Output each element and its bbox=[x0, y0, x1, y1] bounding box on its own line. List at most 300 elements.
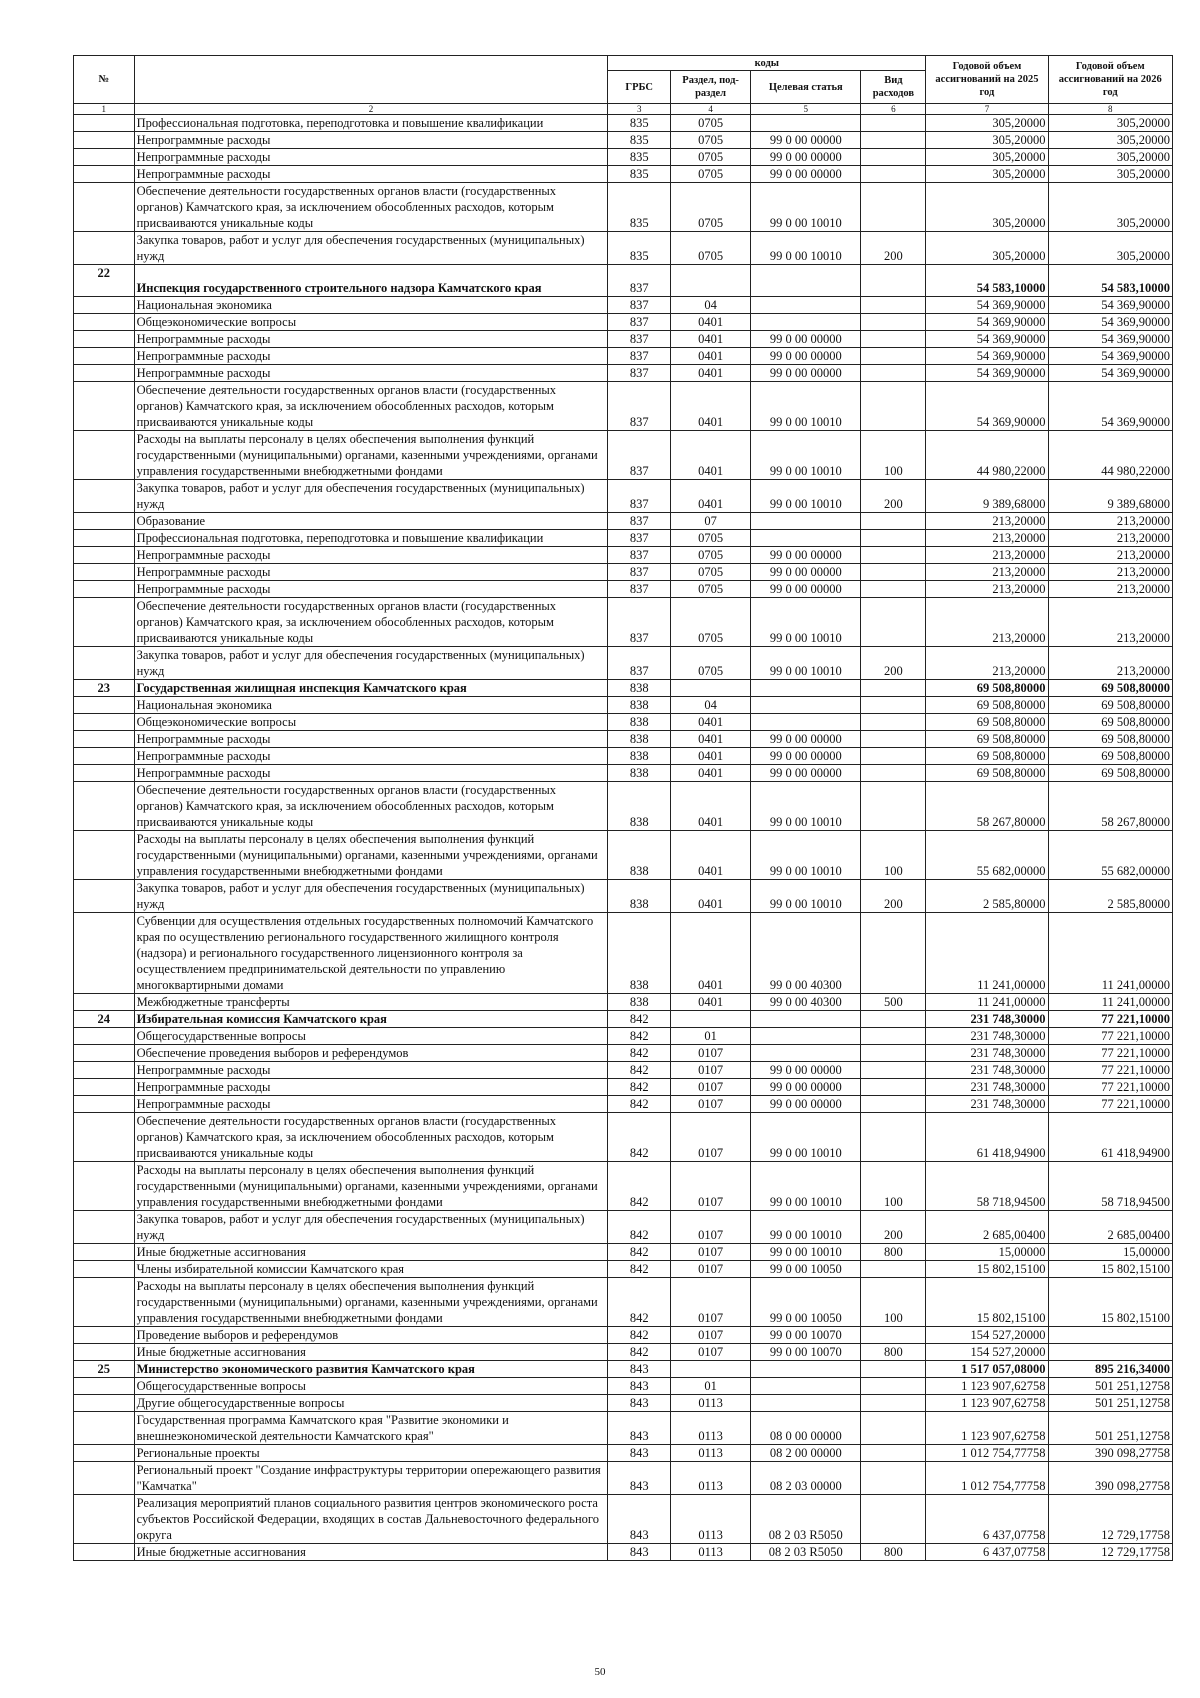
row-number bbox=[74, 1445, 135, 1462]
table-row bbox=[74, 365, 1173, 382]
row-amount-2025: 69 508,80000 bbox=[926, 748, 1048, 765]
row-amount-2026: 305,20000 bbox=[1048, 166, 1172, 183]
colnum: 4 bbox=[671, 104, 751, 115]
row-amount-2025: 6 437,07758 bbox=[926, 1495, 1048, 1544]
table-row bbox=[74, 1327, 1173, 1344]
row-amount-2025: 54 369,90000 bbox=[926, 331, 1048, 348]
row-grbs: 837 bbox=[608, 365, 671, 382]
table-row bbox=[74, 1378, 1173, 1395]
row-number: 24 bbox=[74, 1011, 135, 1028]
row-grbs: 838 bbox=[608, 994, 671, 1011]
row-number bbox=[74, 1544, 135, 1561]
row-section: 04 bbox=[671, 697, 751, 714]
row-name: Непрограммные расходы bbox=[134, 564, 608, 581]
row-amount-2026: 44 980,22000 bbox=[1048, 431, 1172, 480]
row-target: 99 0 00 10070 bbox=[751, 1327, 861, 1344]
table-row bbox=[74, 183, 1173, 232]
header-num: № bbox=[74, 56, 135, 104]
table-row bbox=[74, 1462, 1173, 1495]
table-row bbox=[74, 115, 1173, 132]
row-amount-2025: 213,20000 bbox=[926, 513, 1048, 530]
row-vid bbox=[861, 530, 926, 547]
row-amount-2025: 69 508,80000 bbox=[926, 714, 1048, 731]
row-amount-2025: 1 123 907,62758 bbox=[926, 1395, 1048, 1412]
row-vid bbox=[861, 115, 926, 132]
row-number bbox=[74, 149, 135, 166]
row-vid: 200 bbox=[861, 232, 926, 265]
row-grbs: 842 bbox=[608, 1327, 671, 1344]
row-amount-2026: 69 508,80000 bbox=[1048, 731, 1172, 748]
row-vid bbox=[861, 331, 926, 348]
table-row bbox=[74, 1045, 1173, 1062]
row-name: Образование bbox=[134, 513, 608, 530]
table-row bbox=[74, 1261, 1173, 1278]
row-name: Профессиональная подготовка, переподготовка и повышение квалификации bbox=[134, 115, 608, 132]
row-section bbox=[671, 1011, 751, 1028]
table-row bbox=[74, 297, 1173, 314]
row-vid bbox=[861, 149, 926, 166]
row-section: 0705 bbox=[671, 581, 751, 598]
row-grbs: 837 bbox=[608, 513, 671, 530]
row-name: Иные бюджетные ассигнования bbox=[134, 1344, 608, 1361]
row-vid: 200 bbox=[861, 480, 926, 513]
table-row bbox=[74, 913, 1173, 994]
row-name: Непрограммные расходы bbox=[134, 331, 608, 348]
row-amount-2026: 2 585,80000 bbox=[1048, 880, 1172, 913]
row-target: 99 0 00 10010 bbox=[751, 880, 861, 913]
budget-table-sheet bbox=[73, 55, 1173, 1561]
row-number bbox=[74, 1261, 135, 1278]
row-grbs: 835 bbox=[608, 149, 671, 166]
row-amount-2026: 15 802,15100 bbox=[1048, 1261, 1172, 1278]
table-row bbox=[74, 831, 1173, 880]
row-amount-2026: 12 729,17758 bbox=[1048, 1495, 1172, 1544]
row-target: 99 0 00 00000 bbox=[751, 348, 861, 365]
row-name: Непрограммные расходы bbox=[134, 1079, 608, 1096]
table-row bbox=[74, 647, 1173, 680]
row-grbs: 838 bbox=[608, 680, 671, 697]
row-grbs: 842 bbox=[608, 1278, 671, 1327]
row-vid bbox=[861, 1261, 926, 1278]
row-section: 0705 bbox=[671, 115, 751, 132]
row-section: 0401 bbox=[671, 365, 751, 382]
row-number bbox=[74, 1412, 135, 1445]
row-amount-2026: 9 389,68000 bbox=[1048, 480, 1172, 513]
row-name: Непрограммные расходы bbox=[134, 1096, 608, 1113]
row-vid: 200 bbox=[861, 647, 926, 680]
table-row bbox=[74, 149, 1173, 166]
row-number bbox=[74, 166, 135, 183]
row-target bbox=[751, 513, 861, 530]
row-amount-2025: 231 748,30000 bbox=[926, 1096, 1048, 1113]
row-amount-2025: 231 748,30000 bbox=[926, 1028, 1048, 1045]
row-amount-2026: 69 508,80000 bbox=[1048, 680, 1172, 697]
row-grbs: 838 bbox=[608, 782, 671, 831]
row-section: 0705 bbox=[671, 647, 751, 680]
row-vid: 100 bbox=[861, 1278, 926, 1327]
row-amount-2026 bbox=[1048, 1344, 1172, 1361]
table-row bbox=[74, 1361, 1173, 1378]
budget-table bbox=[73, 55, 1173, 1561]
row-number bbox=[74, 748, 135, 765]
row-target bbox=[751, 314, 861, 331]
row-target: 99 0 00 10010 bbox=[751, 1211, 861, 1244]
row-name: Закупка товаров, работ и услуг для обеспечения государственных (муниципальных) нужд bbox=[134, 1211, 608, 1244]
row-amount-2025: 44 980,22000 bbox=[926, 431, 1048, 480]
row-number bbox=[74, 994, 135, 1011]
row-grbs: 843 bbox=[608, 1462, 671, 1495]
row-target: 99 0 00 00000 bbox=[751, 1096, 861, 1113]
row-number bbox=[74, 382, 135, 431]
row-name: Государственная программа Камчатского края "Развитие экономики и внешнеэкономической деятельности Камчатского края" bbox=[134, 1412, 608, 1445]
row-section: 07 bbox=[671, 513, 751, 530]
row-number bbox=[74, 880, 135, 913]
row-number bbox=[74, 1395, 135, 1412]
row-section: 0401 bbox=[671, 765, 751, 782]
row-number: 23 bbox=[74, 680, 135, 697]
row-vid bbox=[861, 513, 926, 530]
table-row bbox=[74, 348, 1173, 365]
row-grbs: 842 bbox=[608, 1028, 671, 1045]
row-amount-2025: 305,20000 bbox=[926, 183, 1048, 232]
row-name: Межбюджетные трансферты bbox=[134, 994, 608, 1011]
row-section: 01 bbox=[671, 1378, 751, 1395]
row-grbs: 843 bbox=[608, 1378, 671, 1395]
row-amount-2026: 501 251,12758 bbox=[1048, 1378, 1172, 1395]
row-amount-2026: 77 221,10000 bbox=[1048, 1079, 1172, 1096]
row-grbs: 837 bbox=[608, 581, 671, 598]
colnum: 8 bbox=[1048, 104, 1172, 115]
row-vid: 800 bbox=[861, 1544, 926, 1561]
row-amount-2025: 213,20000 bbox=[926, 530, 1048, 547]
table-row bbox=[74, 564, 1173, 581]
row-section: 0401 bbox=[671, 880, 751, 913]
row-vid bbox=[861, 1062, 926, 1079]
row-vid: 100 bbox=[861, 1162, 926, 1211]
row-amount-2026: 305,20000 bbox=[1048, 149, 1172, 166]
table-row bbox=[74, 581, 1173, 598]
row-vid bbox=[861, 297, 926, 314]
header-2026: Годовой объем ассигнований на 2026 год bbox=[1048, 56, 1172, 104]
row-name: Обеспечение деятельности государственных органов власти (государственных органов) Камчатского края, за исключением обособленных расходов, которым присваиваются уникальные коды bbox=[134, 782, 608, 831]
table-row bbox=[74, 382, 1173, 431]
row-vid bbox=[861, 1028, 926, 1045]
row-section: 0401 bbox=[671, 831, 751, 880]
row-amount-2025: 154 527,20000 bbox=[926, 1327, 1048, 1344]
row-vid: 200 bbox=[861, 880, 926, 913]
row-amount-2026: 11 241,00000 bbox=[1048, 913, 1172, 994]
row-target bbox=[751, 1395, 861, 1412]
row-grbs: 835 bbox=[608, 132, 671, 149]
row-amount-2025: 54 369,90000 bbox=[926, 382, 1048, 431]
row-number bbox=[74, 831, 135, 880]
row-number bbox=[74, 1096, 135, 1113]
table-row bbox=[74, 765, 1173, 782]
table-row bbox=[74, 166, 1173, 183]
table-row bbox=[74, 1096, 1173, 1113]
row-name: Региональные проекты bbox=[134, 1445, 608, 1462]
row-number bbox=[74, 731, 135, 748]
row-section: 0705 bbox=[671, 564, 751, 581]
row-amount-2026: 54 369,90000 bbox=[1048, 297, 1172, 314]
row-name: Национальная экономика bbox=[134, 697, 608, 714]
row-grbs: 837 bbox=[608, 297, 671, 314]
row-vid bbox=[861, 1045, 926, 1062]
row-grbs: 842 bbox=[608, 1344, 671, 1361]
row-vid bbox=[861, 1395, 926, 1412]
table-row bbox=[74, 547, 1173, 564]
row-target: 99 0 00 40300 bbox=[751, 994, 861, 1011]
row-number bbox=[74, 1079, 135, 1096]
row-number bbox=[74, 647, 135, 680]
row-target: 08 2 03 00000 bbox=[751, 1462, 861, 1495]
table-row bbox=[74, 1062, 1173, 1079]
row-name: Общегосударственные вопросы bbox=[134, 1028, 608, 1045]
row-amount-2025: 58 267,80000 bbox=[926, 782, 1048, 831]
row-vid bbox=[861, 1462, 926, 1495]
row-vid bbox=[861, 365, 926, 382]
row-number bbox=[74, 765, 135, 782]
row-target: 08 2 03 R5050 bbox=[751, 1495, 861, 1544]
row-name: Субвенции для осуществления отдельных государственных полномочий Камчатского края по осуществлению регионального государственного жилищного контроля (надзора) и регионального государственного лицензионного контроля за осуществлением предпринимательской деятельности по управлению многоквартирными домами bbox=[134, 913, 608, 994]
table-row bbox=[74, 1211, 1173, 1244]
row-number: 25 bbox=[74, 1361, 135, 1378]
row-vid bbox=[861, 1361, 926, 1378]
colnum: 7 bbox=[926, 104, 1048, 115]
row-target bbox=[751, 115, 861, 132]
row-amount-2026: 55 682,00000 bbox=[1048, 831, 1172, 880]
row-amount-2025: 154 527,20000 bbox=[926, 1344, 1048, 1361]
row-section: 0107 bbox=[671, 1079, 751, 1096]
row-amount-2026: 61 418,94900 bbox=[1048, 1113, 1172, 1162]
row-vid bbox=[861, 1445, 926, 1462]
row-amount-2025: 2 585,80000 bbox=[926, 880, 1048, 913]
row-grbs: 842 bbox=[608, 1261, 671, 1278]
row-number bbox=[74, 530, 135, 547]
row-amount-2025: 305,20000 bbox=[926, 149, 1048, 166]
row-number bbox=[74, 1378, 135, 1395]
row-amount-2026: 501 251,12758 bbox=[1048, 1395, 1172, 1412]
row-section: 0401 bbox=[671, 748, 751, 765]
row-target bbox=[751, 697, 861, 714]
row-amount-2025: 213,20000 bbox=[926, 564, 1048, 581]
row-target: 08 2 03 R5050 bbox=[751, 1544, 861, 1561]
table-row bbox=[74, 1544, 1173, 1561]
row-section: 0113 bbox=[671, 1544, 751, 1561]
row-target: 99 0 00 10050 bbox=[751, 1261, 861, 1278]
row-target: 99 0 00 10010 bbox=[751, 431, 861, 480]
row-amount-2025: 213,20000 bbox=[926, 581, 1048, 598]
row-name: Закупка товаров, работ и услуг для обеспечения государственных (муниципальных) нужд bbox=[134, 647, 608, 680]
row-amount-2026: 305,20000 bbox=[1048, 132, 1172, 149]
row-amount-2026: 213,20000 bbox=[1048, 598, 1172, 647]
row-section: 0107 bbox=[671, 1045, 751, 1062]
row-target: 99 0 00 10070 bbox=[751, 1344, 861, 1361]
row-name: Министерство экономического развития Камчатского края bbox=[134, 1361, 608, 1378]
row-vid bbox=[861, 348, 926, 365]
row-amount-2026: 54 369,90000 bbox=[1048, 382, 1172, 431]
page-number: 50 bbox=[594, 1666, 606, 1678]
row-amount-2025: 305,20000 bbox=[926, 115, 1048, 132]
table-row bbox=[74, 880, 1173, 913]
row-amount-2025: 54 369,90000 bbox=[926, 314, 1048, 331]
table-row bbox=[74, 132, 1173, 149]
row-number bbox=[74, 1462, 135, 1495]
row-grbs: 842 bbox=[608, 1079, 671, 1096]
row-target: 99 0 00 10010 bbox=[751, 831, 861, 880]
row-grbs: 837 bbox=[608, 314, 671, 331]
row-amount-2025: 213,20000 bbox=[926, 647, 1048, 680]
row-amount-2025: 55 682,00000 bbox=[926, 831, 1048, 880]
row-section: 0401 bbox=[671, 331, 751, 348]
row-vid: 200 bbox=[861, 1211, 926, 1244]
row-grbs: 835 bbox=[608, 115, 671, 132]
row-amount-2025: 54 583,10000 bbox=[926, 265, 1048, 297]
colnum: 6 bbox=[861, 104, 926, 115]
row-amount-2026: 54 369,90000 bbox=[1048, 331, 1172, 348]
row-number bbox=[74, 297, 135, 314]
row-vid: 800 bbox=[861, 1244, 926, 1261]
row-name: Иные бюджетные ассигнования bbox=[134, 1544, 608, 1561]
row-section: 0107 bbox=[671, 1344, 751, 1361]
row-number bbox=[74, 348, 135, 365]
row-section: 0113 bbox=[671, 1412, 751, 1445]
row-section: 0401 bbox=[671, 382, 751, 431]
row-amount-2026: 77 221,10000 bbox=[1048, 1028, 1172, 1045]
row-target bbox=[751, 1045, 861, 1062]
row-number bbox=[74, 480, 135, 513]
row-section: 0401 bbox=[671, 994, 751, 1011]
row-section: 0107 bbox=[671, 1244, 751, 1261]
header-codes: коды bbox=[608, 56, 926, 71]
row-vid bbox=[861, 697, 926, 714]
table-row bbox=[74, 530, 1173, 547]
row-amount-2026: 213,20000 bbox=[1048, 564, 1172, 581]
row-section: 0113 bbox=[671, 1462, 751, 1495]
row-vid bbox=[861, 581, 926, 598]
row-amount-2026: 15 802,15100 bbox=[1048, 1278, 1172, 1327]
table-row bbox=[74, 480, 1173, 513]
row-number bbox=[74, 782, 135, 831]
row-section: 0107 bbox=[671, 1062, 751, 1079]
row-name: Закупка товаров, работ и услуг для обеспечения государственных (муниципальных) нужд bbox=[134, 480, 608, 513]
row-grbs: 837 bbox=[608, 647, 671, 680]
row-grbs: 838 bbox=[608, 880, 671, 913]
row-target: 08 0 00 00000 bbox=[751, 1412, 861, 1445]
row-target: 99 0 00 00000 bbox=[751, 132, 861, 149]
row-vid bbox=[861, 1412, 926, 1445]
row-section bbox=[671, 1361, 751, 1378]
row-vid bbox=[861, 731, 926, 748]
row-target bbox=[751, 297, 861, 314]
row-section: 0107 bbox=[671, 1327, 751, 1344]
table-row bbox=[74, 598, 1173, 647]
row-grbs: 843 bbox=[608, 1544, 671, 1561]
colnum: 3 bbox=[608, 104, 671, 115]
row-amount-2025: 231 748,30000 bbox=[926, 1062, 1048, 1079]
row-amount-2026: 305,20000 bbox=[1048, 183, 1172, 232]
row-name: Обеспечение деятельности государственных органов власти (государственных органов) Камчатского края, за исключением обособленных расходов, которым присваиваются уникальные коды bbox=[134, 598, 608, 647]
row-amount-2026: 58 267,80000 bbox=[1048, 782, 1172, 831]
row-amount-2026: 11 241,00000 bbox=[1048, 994, 1172, 1011]
table-row bbox=[74, 697, 1173, 714]
row-amount-2026: 54 369,90000 bbox=[1048, 348, 1172, 365]
row-grbs: 838 bbox=[608, 831, 671, 880]
row-name: Общеэкономические вопросы bbox=[134, 314, 608, 331]
row-amount-2026: 213,20000 bbox=[1048, 513, 1172, 530]
row-number bbox=[74, 232, 135, 265]
row-grbs: 842 bbox=[608, 1113, 671, 1162]
row-target: 99 0 00 00000 bbox=[751, 581, 861, 598]
row-amount-2026: 77 221,10000 bbox=[1048, 1011, 1172, 1028]
row-amount-2026: 895 216,34000 bbox=[1048, 1361, 1172, 1378]
row-target: 99 0 00 10010 bbox=[751, 1244, 861, 1261]
row-amount-2025: 69 508,80000 bbox=[926, 697, 1048, 714]
row-target: 99 0 00 00000 bbox=[751, 1062, 861, 1079]
row-amount-2025: 213,20000 bbox=[926, 598, 1048, 647]
row-grbs: 838 bbox=[608, 697, 671, 714]
row-vid bbox=[861, 382, 926, 431]
table-row bbox=[74, 513, 1173, 530]
row-number bbox=[74, 115, 135, 132]
row-name: Региональный проект "Создание инфраструктуры территории опережающего развития "Камчатка" bbox=[134, 1462, 608, 1495]
row-section: 0401 bbox=[671, 431, 751, 480]
row-section: 0705 bbox=[671, 132, 751, 149]
row-vid bbox=[861, 132, 926, 149]
row-target bbox=[751, 1361, 861, 1378]
row-section: 0107 bbox=[671, 1211, 751, 1244]
row-name: Национальная экономика bbox=[134, 297, 608, 314]
row-grbs: 837 bbox=[608, 480, 671, 513]
row-name: Проведение выборов и референдумов bbox=[134, 1327, 608, 1344]
row-number bbox=[74, 365, 135, 382]
row-section: 0705 bbox=[671, 530, 751, 547]
row-number bbox=[74, 581, 135, 598]
row-amount-2025: 305,20000 bbox=[926, 132, 1048, 149]
row-grbs: 838 bbox=[608, 748, 671, 765]
row-name: Профессиональная подготовка, переподготовка и повышение квалификации bbox=[134, 530, 608, 547]
table-row bbox=[74, 1244, 1173, 1261]
row-amount-2026: 54 369,90000 bbox=[1048, 314, 1172, 331]
row-name: Иные бюджетные ассигнования bbox=[134, 1244, 608, 1261]
row-grbs: 838 bbox=[608, 714, 671, 731]
row-vid bbox=[861, 765, 926, 782]
row-number bbox=[74, 547, 135, 564]
row-number bbox=[74, 1495, 135, 1544]
row-section: 0107 bbox=[671, 1162, 751, 1211]
row-amount-2025: 9 389,68000 bbox=[926, 480, 1048, 513]
row-grbs: 838 bbox=[608, 765, 671, 782]
row-vid bbox=[861, 1096, 926, 1113]
row-name: Обеспечение деятельности государственных органов власти (государственных органов) Камчатского края, за исключением обособленных расходов, которым присваиваются уникальные коды bbox=[134, 183, 608, 232]
table-row bbox=[74, 314, 1173, 331]
row-section: 0401 bbox=[671, 913, 751, 994]
table-row bbox=[74, 232, 1173, 265]
row-name: Обеспечение деятельности государственных органов власти (государственных органов) Камчатского края, за исключением обособленных расходов, которым присваиваются уникальные коды bbox=[134, 1113, 608, 1162]
row-name: Обеспечение деятельности государственных органов власти (государственных органов) Камчатского края, за исключением обособленных расходов, которым присваиваются уникальные коды bbox=[134, 382, 608, 431]
row-grbs: 842 bbox=[608, 1011, 671, 1028]
row-section: 0705 bbox=[671, 598, 751, 647]
row-section: 0705 bbox=[671, 166, 751, 183]
row-number bbox=[74, 1045, 135, 1062]
row-vid bbox=[861, 1495, 926, 1544]
row-name: Закупка товаров, работ и услуг для обеспечения государственных (муниципальных) нужд bbox=[134, 880, 608, 913]
row-amount-2025: 54 369,90000 bbox=[926, 365, 1048, 382]
row-target: 99 0 00 00000 bbox=[751, 365, 861, 382]
table-row bbox=[74, 994, 1173, 1011]
row-name: Обеспечение проведения выборов и референдумов bbox=[134, 1045, 608, 1062]
table-row bbox=[74, 1113, 1173, 1162]
